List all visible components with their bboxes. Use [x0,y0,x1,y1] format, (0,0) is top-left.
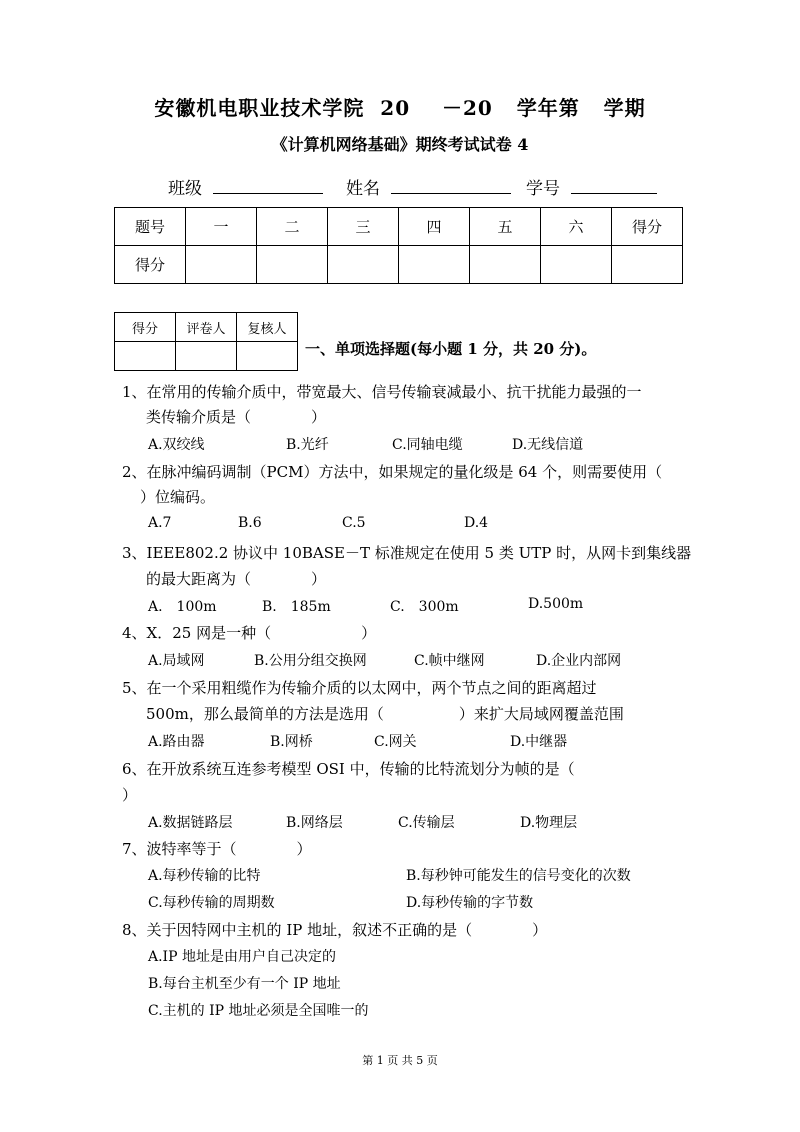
q2-stem-line2: ）位编码。 [140,488,216,506]
q2-option-c[interactable]: C.5 [342,515,366,531]
q6-option-c[interactable]: C.传输层 [398,815,455,831]
grader-header-cell: 得分 [115,313,176,342]
q4-option-b[interactable]: B.公用分组交换网 [254,653,367,669]
q6-stem-line1: 6、在开放系统互连参考模型 OSI 中，传输的比特流划分为帧的是（ [122,760,575,778]
grader-header-row [115,313,298,342]
q3-stem-line1: 3、IEEE802.2 协议中 10BASE－T 标准规定在使用 5 类 UTP 时，从网卡到集线器 [122,544,692,562]
q7-option-a[interactable]: A.每秒传输的比特 [148,868,261,884]
grader-table [114,312,298,371]
q7-option-d[interactable]: D.每秒传输的字节数 [406,895,534,911]
score-table [114,207,683,284]
q1-option-a[interactable]: A.双绞线 [148,437,205,453]
score-cell[interactable] [257,246,328,284]
header-cell: 五 [470,208,541,246]
id-field [526,174,657,199]
q6-stem-line2: ） [122,786,138,804]
q2-stem-line1: 2、在脉冲编码调制（PCM）方法中，如果规定的量化级是 64 个，则需要使用（ [122,463,663,481]
q6-option-a[interactable]: A.数据链路层 [148,815,233,831]
grader-cell[interactable] [115,342,176,371]
header-cell: 得分 [612,208,683,246]
header-cell: 一 [186,208,257,246]
q3-option-b[interactable]: B. 185m [262,599,331,615]
header-cell: 四 [399,208,470,246]
q1-stem-line2: 类传输介质是（ ） [146,408,327,426]
q5-stem-line2: 500m，那么最简单的方法是选用（ ）来扩大局域网覆盖范围 [146,705,624,723]
q3-option-a[interactable]: A. 100m [148,599,217,615]
q6-option-d[interactable]: D.物理层 [520,815,578,831]
q1-option-b[interactable]: B.光纤 [286,437,329,453]
class-field [168,174,323,199]
q2-option-d[interactable]: D.4 [464,515,489,531]
q3-stem-line2: 的最大距离为（ ） [146,570,327,588]
q4-stem-line1: 4、X．25 网是一种（ ） [122,624,377,642]
q5-option-a[interactable]: A.路由器 [148,734,205,750]
header-cell: 三 [328,208,399,246]
q2-option-a[interactable]: A.7 [148,515,172,531]
exam-subtitle: 《计算机网络基础》期终考试试卷 4 [271,135,529,154]
q1-option-d[interactable]: D.无线信道 [512,437,584,453]
score-cell[interactable] [328,246,399,284]
term-label: 学期 [603,96,646,120]
name-field [346,174,511,199]
q8-option-b[interactable]: B.每台主机至少有一个 IP 地址 [148,976,341,992]
score-cell[interactable] [541,246,612,284]
q7-option-c[interactable]: C.每秒传输的周期数 [148,895,275,911]
q4-option-a[interactable]: A.局域网 [148,653,205,669]
grader-value-row [115,342,298,371]
header-cell: 题号 [115,208,186,246]
q4-option-d[interactable]: D.企业内部网 [536,653,622,669]
header-cell: 六 [541,208,612,246]
q6-option-b[interactable]: B.网络层 [286,815,343,831]
q4-option-c[interactable]: C.帧中继网 [414,653,485,669]
q8-stem-line1: 8、关于因特网中主机的 IP 地址，叙述不正确的是（ ） [122,921,548,939]
score-cell[interactable] [186,246,257,284]
name-label: 姓名 [346,179,380,199]
header-cell: 二 [257,208,328,246]
q1-stem-line1: 1、在常用的传输介质中，带宽最大、信号传输衰减最小、抗干扰能力最强的一 [122,383,642,401]
year-start: 20 [380,96,411,120]
class-label: 班级 [168,179,202,199]
score-cell[interactable] [612,246,683,284]
score-row-label: 得分 [115,246,186,284]
score-table-header-row [115,208,683,246]
page-footer: 第 1 页 共 5 页 [362,1054,438,1067]
q8-option-a[interactable]: A.IP 地址是由用户自己决定的 [148,949,336,965]
grader-cell[interactable] [176,342,237,371]
q1-option-c[interactable]: C.同轴电缆 [392,437,463,453]
name-blank[interactable] [391,177,511,194]
score-table-score-row [115,246,683,284]
q7-option-b[interactable]: B.每秒钟可能发生的信号变化的次数 [406,868,631,884]
id-label: 学号 [526,179,560,199]
q5-option-d[interactable]: D.中继器 [510,734,568,750]
grader-header-cell: 评卷人 [176,313,237,342]
year-end: －20 [442,96,493,120]
q5-option-b[interactable]: B.网桥 [270,734,313,750]
q8-option-c[interactable]: C.主机的 IP 地址必须是全国唯一的 [148,1003,369,1019]
q5-option-c[interactable]: C.网关 [374,734,417,750]
class-blank[interactable] [213,177,323,194]
score-cell[interactable] [470,246,541,284]
section-title: 一、单项选择题(每小题 1 分，共 20 分)。 [305,340,597,358]
id-blank[interactable] [571,177,657,194]
grader-header-cell: 复核人 [237,313,298,342]
exam-title [0,92,800,121]
q3-option-c[interactable]: C. 300m [390,599,459,615]
year-suffix: 学年第 [516,96,580,120]
q2-option-b[interactable]: B.6 [238,515,262,531]
score-cell[interactable] [399,246,470,284]
q5-stem-line1: 5、在一个采用粗缆作为传输介质的以太网中，两个节点之间的距离超过 [122,679,597,697]
grader-cell[interactable] [237,342,298,371]
school-name: 安徽机电职业技术学院 [154,96,365,120]
q7-stem-line1: 7、波特率等于（ ） [122,840,312,858]
q3-option-d[interactable]: D.500m [528,596,584,612]
